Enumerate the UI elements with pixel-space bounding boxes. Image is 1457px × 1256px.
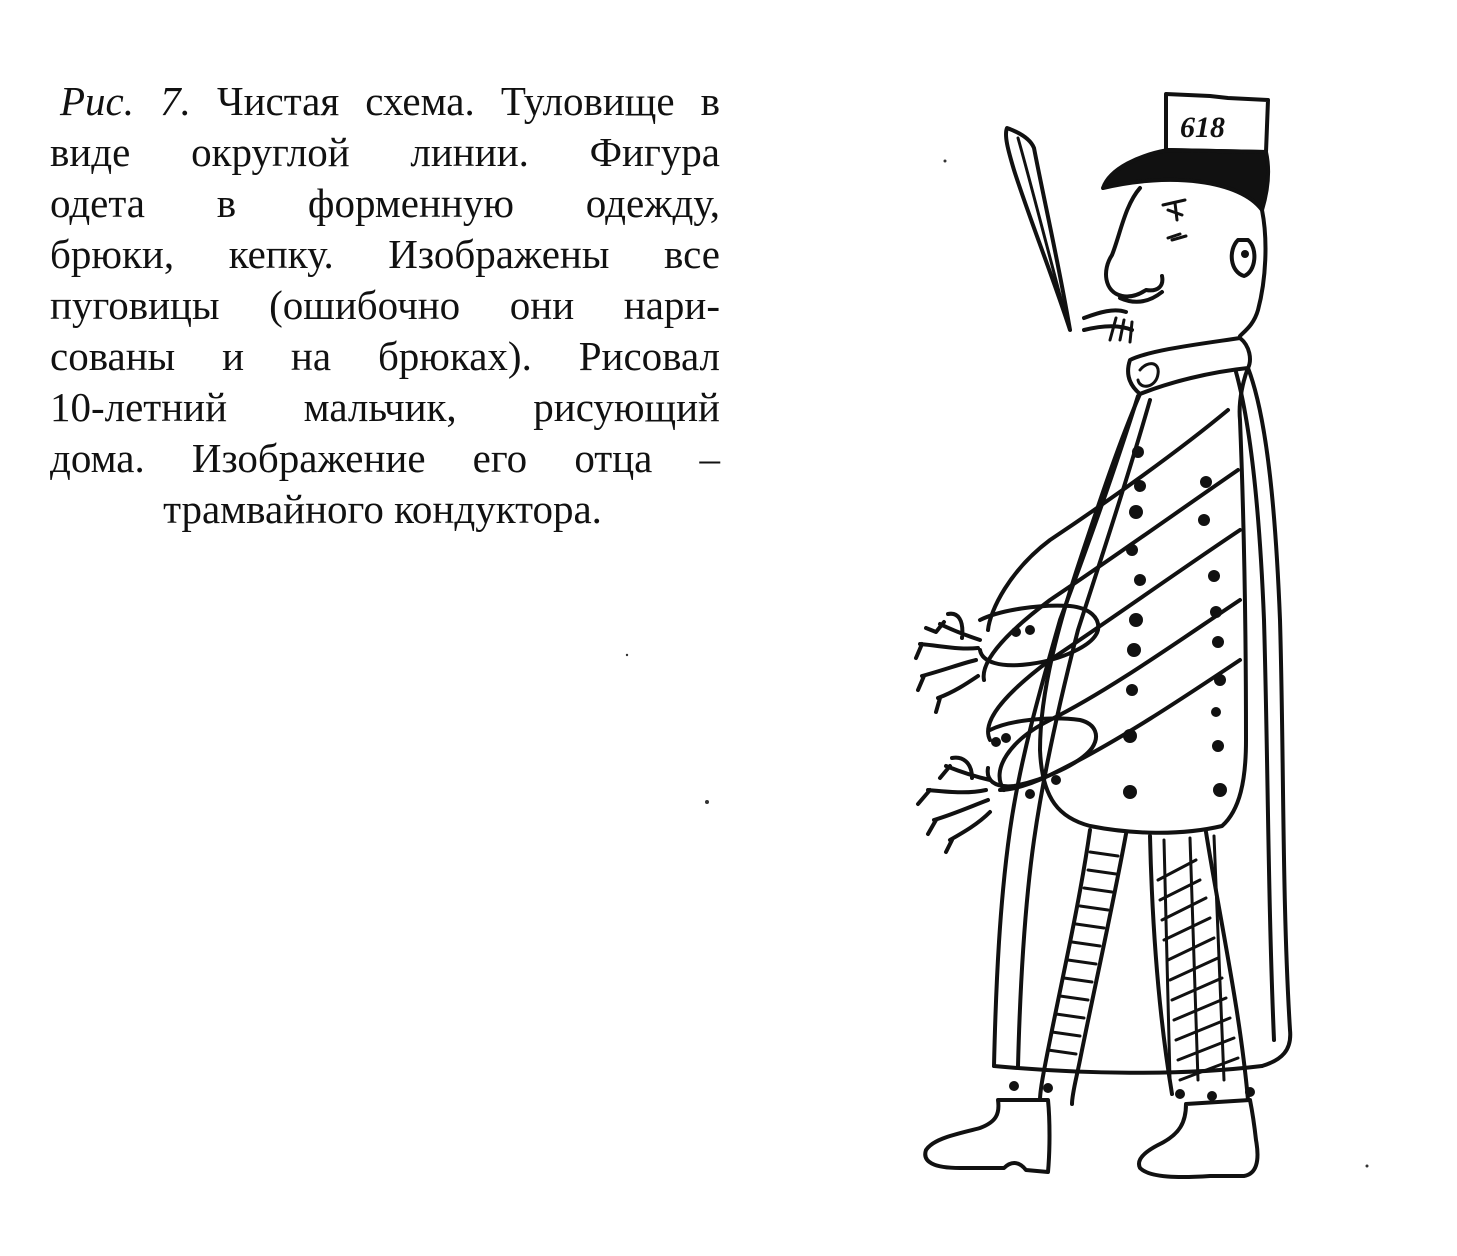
caption-line-4: брюки, кепку. Изображены все (50, 231, 720, 277)
cigarette (1006, 128, 1070, 330)
button (1134, 574, 1146, 586)
button (1051, 775, 1061, 785)
trouser-button (1009, 1081, 1019, 1091)
button (1129, 505, 1143, 519)
caption-line-3: одета в форменную одежду, (50, 180, 720, 226)
left-shoe (925, 1100, 1049, 1172)
trouser-button (1175, 1089, 1185, 1099)
caption-line-9: трамвайного кондуктора. (163, 486, 602, 532)
arm-loop-1 (988, 410, 1228, 630)
button (1210, 606, 1222, 618)
button (1211, 707, 1221, 717)
button (1123, 729, 1137, 743)
speck (705, 800, 709, 804)
button (1001, 733, 1011, 743)
lower-jaw (1084, 326, 1132, 330)
button (1025, 625, 1035, 635)
trouser-button (1043, 1083, 1053, 1093)
ear (1232, 240, 1255, 276)
button (1127, 643, 1141, 657)
arm-loop-4 (1000, 600, 1240, 790)
shoes (925, 1100, 1257, 1177)
button (1011, 627, 1021, 637)
eye (1168, 203, 1182, 220)
button (1025, 789, 1035, 799)
button (1212, 636, 1224, 648)
button (1123, 785, 1137, 799)
caption-line-8: дома. Изображение его отца – (50, 435, 720, 481)
conductor-head (1084, 188, 1265, 342)
head-back-outline (1240, 210, 1265, 336)
mouth-line (1084, 310, 1126, 318)
button (1126, 544, 1138, 556)
figure-label: Рис. 7. (60, 78, 191, 124)
caption-line-7: 10-летний мальчик, рисующий (50, 384, 720, 430)
button (1129, 613, 1143, 627)
button (1126, 684, 1138, 696)
speck (626, 654, 628, 656)
button (1134, 480, 1146, 492)
cap-number: 618 (1180, 111, 1225, 144)
caption-line-6: сованы и на брюках). Рисовал (50, 333, 720, 379)
button (1213, 783, 1227, 797)
lower-hand (918, 758, 990, 852)
speck (1366, 1165, 1369, 1168)
arm-sleeve-upper (980, 606, 1098, 666)
face-outline (1106, 188, 1162, 297)
button (991, 737, 1001, 747)
trouser-button (1207, 1091, 1217, 1101)
button (1214, 674, 1226, 686)
button (1200, 476, 1212, 488)
cigarette-inner-line (1018, 138, 1064, 310)
hands (916, 614, 990, 852)
trousers (1040, 830, 1248, 1104)
trouser-button (1245, 1087, 1255, 1097)
button (1198, 514, 1210, 526)
left-leg-outline (1040, 830, 1126, 1104)
speck (944, 160, 947, 163)
conductor-cap (1103, 94, 1268, 210)
ear-dot (1241, 250, 1249, 258)
caption-text-1: Чистая схема. Туловище в (216, 78, 721, 124)
button (1208, 570, 1220, 582)
arm-loop-2 (984, 470, 1238, 680)
caption-line-2: виде округлой линии. Фигура (50, 129, 720, 175)
collar-bow (1138, 364, 1158, 387)
upper-hand (916, 614, 980, 712)
button (1132, 446, 1144, 458)
collar (1128, 338, 1250, 394)
right-shoe (1139, 1100, 1258, 1177)
button (1212, 740, 1224, 752)
caption-line-5: пуговицы (ошибочно они нари- (50, 282, 720, 328)
nostril-mark (1168, 234, 1186, 240)
coat-hem (994, 1066, 1262, 1073)
